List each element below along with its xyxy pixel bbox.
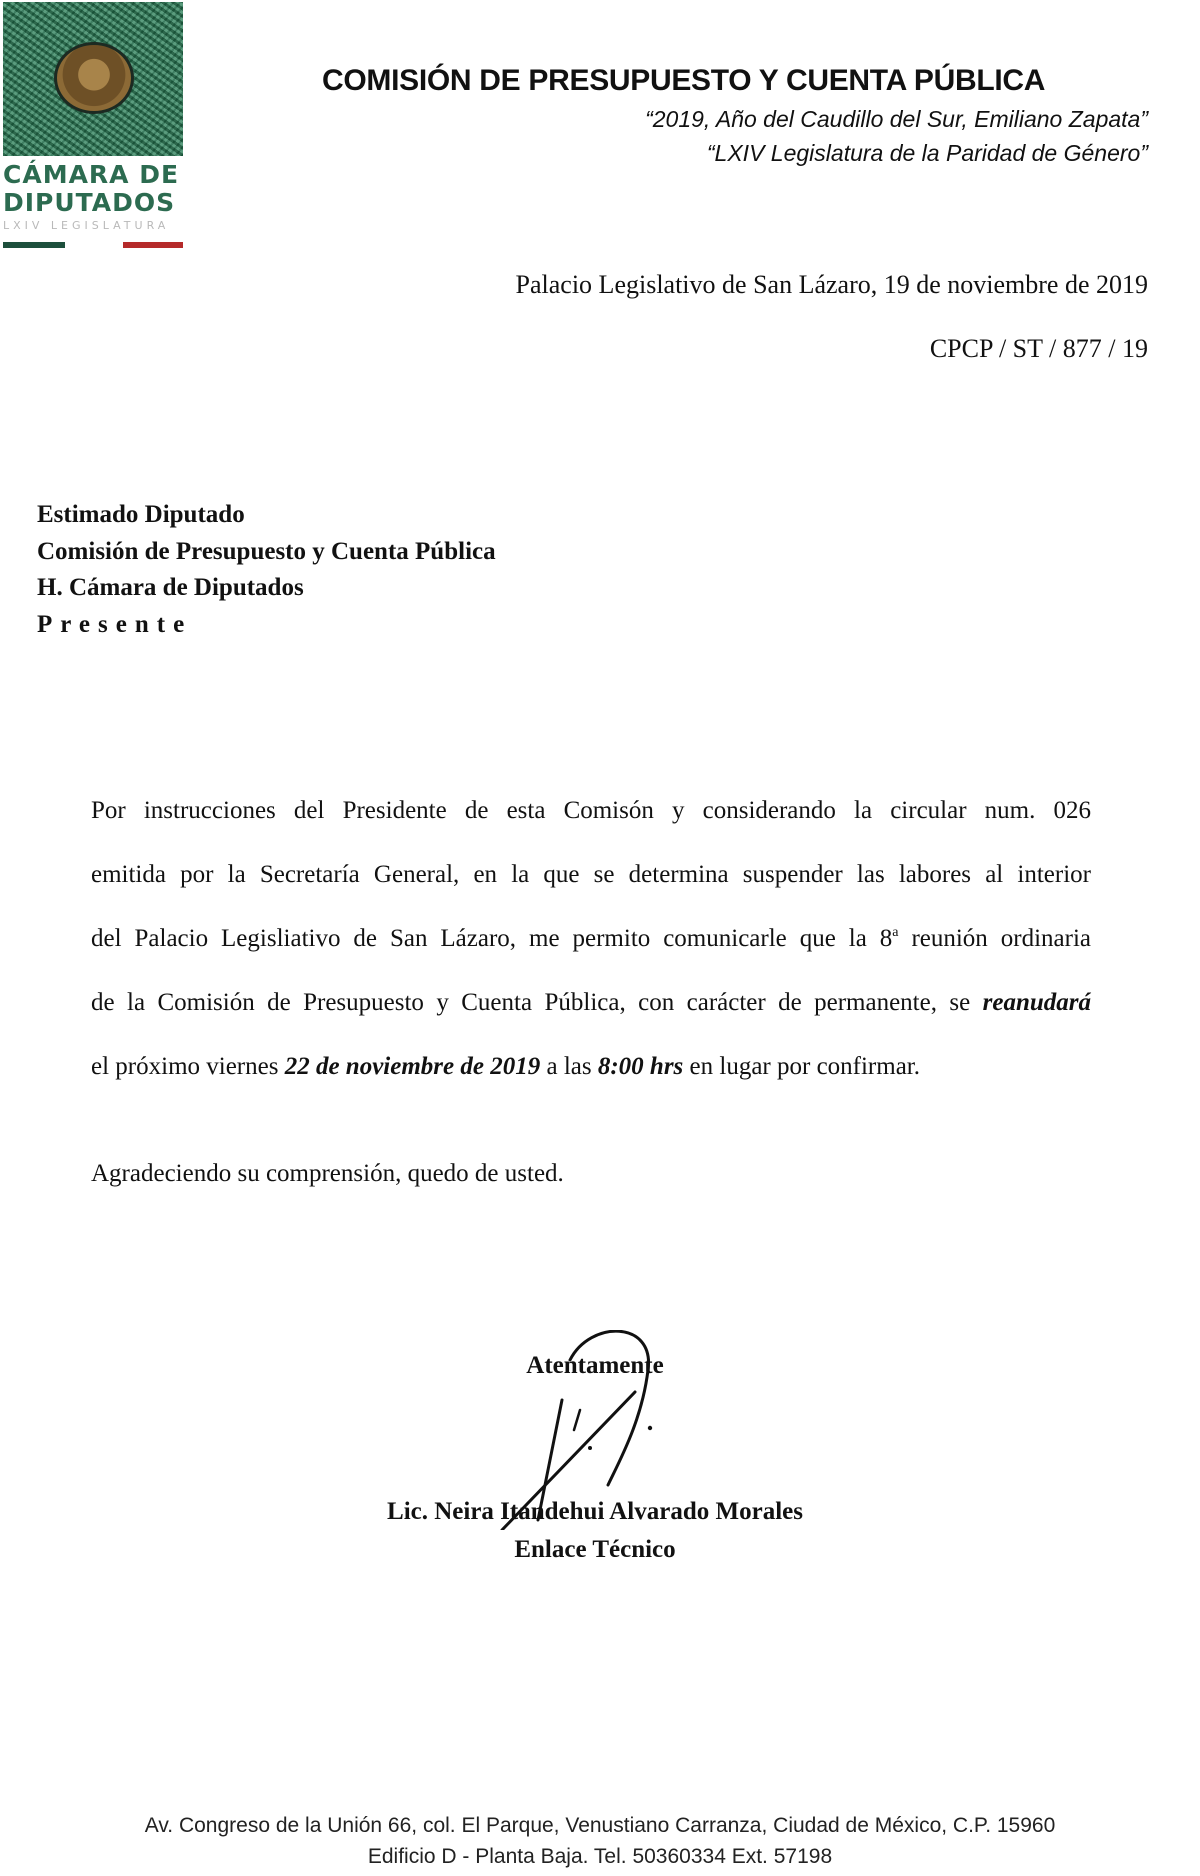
footer-address: Av. Congreso de la Unión 66, col. El Parque, Venustiano Carranza, Ciudad de México, C.P. 15960 bbox=[144, 1814, 1056, 1837]
place-and-date: Palacio Legislativo de San Lázaro, 19 de noviembre de 2019 bbox=[515, 270, 1148, 299]
logo-artwork bbox=[3, 2, 183, 156]
body-line-3-rest: reunión ordinaria bbox=[898, 925, 1091, 952]
body-line-5 bbox=[91, 1035, 1091, 1099]
commission-title: COMISIÓN DE PRESUPUESTO Y CUENTA PÚBLICA bbox=[322, 64, 1046, 97]
coat-of-arms-icon bbox=[54, 42, 134, 114]
emphasis-reanudara: reanudará bbox=[982, 989, 1091, 1016]
meeting-date: 22 de noviembre de 2019 bbox=[284, 1053, 541, 1080]
body-line-4 bbox=[91, 971, 1091, 1035]
logo-text-camara: CÁMARA DE bbox=[3, 160, 180, 189]
body-line-5-text: el próximo viernes bbox=[91, 1053, 285, 1080]
addressee-commission: Comisión de Presupuesto y Cuenta Pública bbox=[37, 537, 496, 565]
signer-role: Enlace Técnico bbox=[514, 1536, 676, 1563]
motto-year: “2019, Año del Caudillo del Sur, Emiliano Zapata” bbox=[645, 106, 1148, 132]
body-line-3 bbox=[91, 907, 1091, 971]
letter-body bbox=[91, 779, 1091, 1099]
logo-text-legislatura: LXIV LEGISLATURA bbox=[3, 219, 170, 232]
logo-green-bar bbox=[3, 242, 65, 248]
logo-text-diputados: DIPUTADOS bbox=[3, 188, 176, 217]
body-line-5-mid: a las bbox=[540, 1053, 598, 1080]
signer-name: Lic. Neira Itandehui Alvarado Morales bbox=[387, 1498, 803, 1525]
meeting-time: 8:00 hrs bbox=[597, 1053, 684, 1080]
sign-off: Atentamente bbox=[526, 1352, 664, 1379]
closing-line: Agradeciendo su comprensión, quedo de usted. bbox=[91, 1160, 564, 1187]
camara-de-diputados-logo bbox=[3, 2, 183, 249]
motto-legislature: “LXIV Legislatura de la Paridad de Género” bbox=[706, 140, 1148, 166]
logo-red-bar bbox=[123, 242, 183, 248]
body-line-2: emitida por la Secretaría General, en la que se determina suspender las labores al interior bbox=[91, 861, 1091, 888]
body-line-5-end: en lugar por confirmar. bbox=[683, 1053, 920, 1080]
body-line-3-text: del Palacio Legisliativo de San Lázaro, me permito comunicarle que la 8 bbox=[91, 925, 893, 952]
footer-contact: Edificio D - Planta Baja. Tel. 50360334 Ext. 57198 bbox=[367, 1845, 833, 1868]
ordinal-superscript: a bbox=[892, 925, 899, 940]
body-line-1: Por instrucciones del Presidente de esta Comisón y considerando la circular num. 026 bbox=[91, 797, 1091, 824]
reference-number: CPCP / ST / 877 / 19 bbox=[929, 334, 1148, 363]
addressee-chamber: H. Cámara de Diputados bbox=[37, 574, 304, 601]
body-line-4-text: de la Comisión de Presupuesto y Cuenta Pública, con carácter de permanente, se bbox=[91, 989, 983, 1016]
addressee-presente: Presente bbox=[37, 610, 193, 638]
addressee-block bbox=[37, 497, 496, 643]
addressee-salutation: Estimado Diputado bbox=[37, 501, 245, 528]
